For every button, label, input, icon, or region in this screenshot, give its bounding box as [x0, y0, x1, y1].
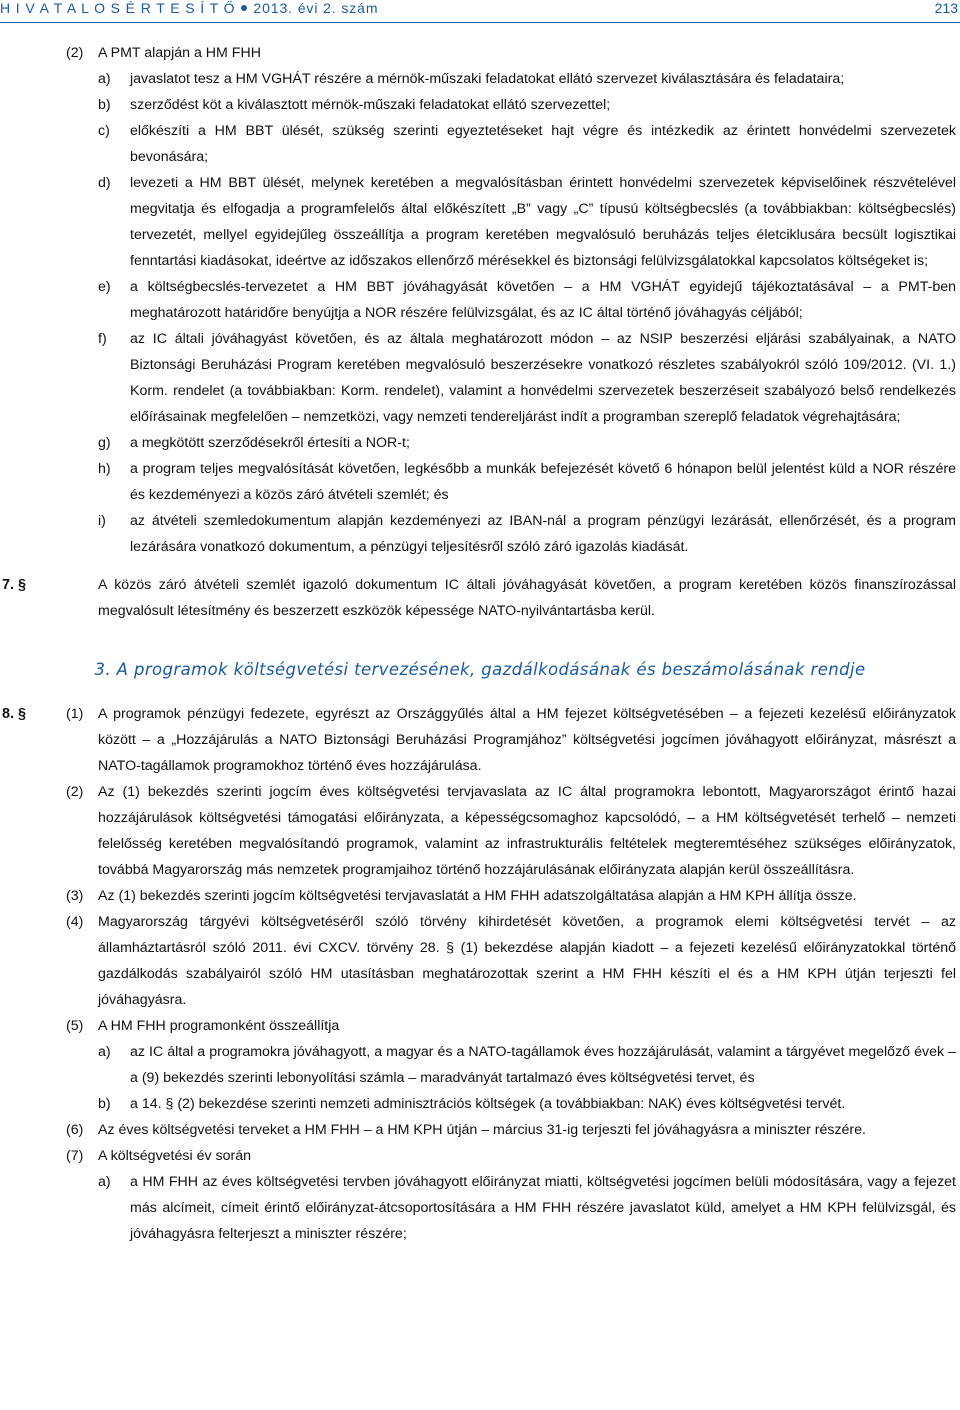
- paragraph-text: A HM FHH programonként összeállítja: [98, 1018, 340, 1034]
- point-label: a): [98, 1174, 111, 1190]
- paragraph: [66, 701, 956, 779]
- section-text-block: [98, 572, 956, 624]
- point-list: [98, 1169, 956, 1247]
- point-text: az IC általi jóváhagyást követően, és az általa meghatározott módon – az NSIP beszerzési eljárási szabályainak, a NATO Biztonsági Beruházási Program keretében megvalósuló beszerzésekre vonatkozó részletes szabályokról szóló 109/2012. (VI. 1.) Korm. rendelet (a továbbiakban: Korm. rendelet), valamint a honvédelmi szervezetek beszerzéseit szabályozó belső rendelkezés előírásainak megfelelően – nemzetközi, vagy nemzeti tendereljárást indít a programban szereplő feladatok végrehajtására;: [130, 331, 956, 425]
- paragraph-text: A PMT alapján a HM FHH: [98, 45, 261, 61]
- point-list: [98, 66, 956, 560]
- section-7: [0, 572, 960, 624]
- paragraph: [66, 779, 956, 883]
- point: [98, 456, 956, 508]
- point: [98, 1039, 956, 1091]
- point-text: az IC által a programokra jóváhagyott, a magyar és a NATO-tagállamok éves hozzájárulását, valamint a tárgyévet megelőző évek – a (9) bekezdés szerinti lebonyolítási számla – maradványát tartalmazó éves költségvetési tervet, és: [130, 1044, 956, 1086]
- paragraph: [66, 1117, 956, 1143]
- point-text: az átvételi szemledokumentum alapján kezdeményezi az IBAN-nál a program pénzügyi lezárását, ellenőrzését, és a program lezárására vonatkozó dokumentum, a pénzügyi teljesítésről szóló záró igazolás kiadását.: [130, 513, 956, 555]
- page-number: 213: [934, 0, 958, 16]
- point-label: a): [98, 71, 111, 87]
- point: [98, 66, 956, 92]
- point-list: [98, 1039, 956, 1117]
- issue-label: 2013. évi 2. szám: [253, 0, 379, 16]
- paragraph-label: (2): [66, 45, 84, 61]
- point-text: a költségbecslés-tervezetet a HM BBT jóváhagyását követően – a HM VGHÁT egyidejű tájékoztatásával – a PMT-ben meghatározott határidőre benyújtja a NOR részére felülvizsgálat, és az IC által történő jóváhagyás céljából;: [130, 279, 956, 321]
- paragraph-text: A programok pénzügyi fedezete, egyrészt az Országgyűlés által a HM fejezet költségvetésében – a fejezeti kezelésű előirányzatok között – a „Hozzájárulás a NATO Biztonsági Beruházási Programjához” költségvetési jogcímen jóváhagyott előirányzat, másrészt a NATO-tagállamok programokhoz történő éves hozzájárulása.: [98, 706, 956, 774]
- point: [98, 274, 956, 326]
- paragraph: [66, 883, 956, 909]
- point: [98, 118, 956, 170]
- paragraph-text: Az (1) bekezdés szerinti jogcím költségvetési tervjavaslatát a HM FHH adatszolgáltatása alapján a HM KPH állítja össze.: [98, 888, 857, 904]
- paragraph-label: (5): [66, 1018, 84, 1034]
- journal-name: H I V A T A L O S É R T E S Í T Ő: [0, 0, 236, 16]
- section-continuation: [0, 40, 960, 560]
- paragraph-list: [66, 701, 956, 1247]
- point: [98, 1169, 956, 1247]
- header-divider: [0, 22, 960, 23]
- point-text: a 14. § (2) bekezdése szerinti nemzeti adminisztrációs költségek (a továbbiakban: NAK) éves költségvetési tervét.: [130, 1096, 846, 1112]
- point-text: a megkötött szerződésekről értesíti a NOR-t;: [130, 435, 410, 451]
- paragraph-label: (3): [66, 888, 84, 904]
- paragraph-label: (2): [66, 784, 84, 800]
- section-text: [98, 572, 956, 624]
- point-text: szerződést köt a kiválasztott mérnök-műszaki feladatokat ellátó szervezettel;: [130, 97, 611, 113]
- point-label: i): [98, 513, 106, 529]
- section-number: 7. §: [2, 577, 27, 593]
- point-text: a HM FHH az éves költségvetési tervben jóváhagyott előirányzat miatti, költségvetési jogcímen belüli módosítására, vagy a fejezet más alcímeit, címeit érintő előirányzat-átcsoportosítására a HM FHH részére javaslatot küld, amelyet a HM KPH felülvizsgál, és jóváhagyásra felterjeszt a miniszter részére;: [130, 1174, 956, 1242]
- point-text: levezeti a HM BBT ülését, melynek keretében a megvalósításban érintett honvédelmi szervezetek képviselőinek részvételével megvitatja és elfogadja a programfelelős által előkészített „B” vagy „C” típusú költségbecslés (a továbbiakban: költségbecslés) tervezetét, mellyel egyidejűleg összeállítja a program keretében megvalósuló beruházás teljes életciklusára becsült logisztikai fenntartási kiadásokat, ideértve az időszakos ellenőrző mérésekkel és biztonsági felülvizsgálatokkal kapcsolatos költségeket is;: [130, 175, 956, 269]
- chapter-heading: 3. A programok költségvetési tervezésének, gazdálkodásának és beszámolásának rendje: [94, 660, 866, 679]
- point: [98, 170, 956, 274]
- bullet-dot-icon: [241, 5, 247, 11]
- paragraph-label: (4): [66, 914, 84, 930]
- point-label: c): [98, 123, 110, 139]
- point: [98, 1091, 956, 1117]
- point-label: g): [98, 435, 111, 451]
- section-text-content: A közös záró átvételi szemlét igazoló dokumentum IC általi jóváhagyását követően, a program keretében közös finanszírozással megvalósult létesítmény és beszerzett eszközök képessége NATO-nyilvántartásba kerül.: [98, 577, 956, 619]
- point: [98, 508, 956, 560]
- paragraph: [66, 1143, 956, 1247]
- point-label: f): [98, 331, 107, 347]
- point-label: b): [98, 97, 111, 113]
- section-number: 8. §: [2, 706, 27, 722]
- paragraph-label: (7): [66, 1148, 84, 1164]
- point: [98, 326, 956, 430]
- point-label: d): [98, 175, 111, 191]
- point-text: a program teljes megvalósítását követően, legkésőbb a munkák befejezését követő 6 hónapon belül jelentést küld a NOR részére és kezdeményezi a közös záró átvételi szemlét; és: [130, 461, 956, 503]
- point: [98, 92, 956, 118]
- point-label: e): [98, 279, 111, 295]
- section-8: [0, 701, 960, 1247]
- point: [98, 430, 956, 456]
- paragraph-text: Az éves költségvetési terveket a HM FHH – a HM KPH útján – március 31-ig terjeszti fel jóváhagyásra a miniszter részére.: [98, 1122, 866, 1138]
- paragraph: [66, 40, 956, 560]
- running-header: [0, 0, 960, 24]
- point-label: a): [98, 1044, 111, 1060]
- journal-title: [0, 0, 378, 16]
- document-body: [0, 40, 960, 1247]
- paragraph: [66, 1013, 956, 1117]
- point-label: h): [98, 461, 111, 477]
- paragraph-text: Az (1) bekezdés szerinti jogcím éves költségvetési tervjavaslata az IC által programokra lebontott, Magyarországot érintő hazai hozzájárulások költségvetési támogatási előirányzata, a képességcsomaghoz kapcsolódó, – a HM költségvetését terhelő – nemzeti felelősség keretében megvalósítandó programok, valamint az infrastrukturális feltételek megteremtéséhez szükséges előirányzatok, továbbá Magyarország más nemzetek programjaihoz történő hozzájárulásának előirányzata alapján kerül összeállításra.: [98, 784, 956, 878]
- paragraph-label: (1): [66, 706, 84, 722]
- paragraph: [66, 909, 956, 1013]
- paragraph-list: [66, 40, 956, 560]
- point-text: előkészíti a HM BBT ülését, szükség szerinti egyeztetéseket hajt végre és intézkedik az érintett honvédelmi szervezetek bevonására;: [130, 123, 956, 165]
- paragraph-label: (6): [66, 1122, 84, 1138]
- paragraph-text: Magyarország tárgyévi költségvetéséről szóló törvény kihirdetését követően, a programok elemi költségvetési tervét – az államháztartásról szóló 2011. évi CXCV. törvény 28. § (1) bekezdése alapján kiadott – a fejezeti kezelésű előirányzatokkal történő gazdálkodás szabályairól szóló HM utasításban meghatározottak szerint a HM FHH készíti el és a HM KPH útján terjeszti fel jóváhagyásra.: [98, 914, 956, 1008]
- point-text: javaslatot tesz a HM VGHÁT részére a mérnök-műszaki feladatokat ellátó szervezet kiválasztására és feladataira;: [130, 71, 845, 87]
- paragraph-text: A költségvetési év során: [98, 1148, 251, 1164]
- point-label: b): [98, 1096, 111, 1112]
